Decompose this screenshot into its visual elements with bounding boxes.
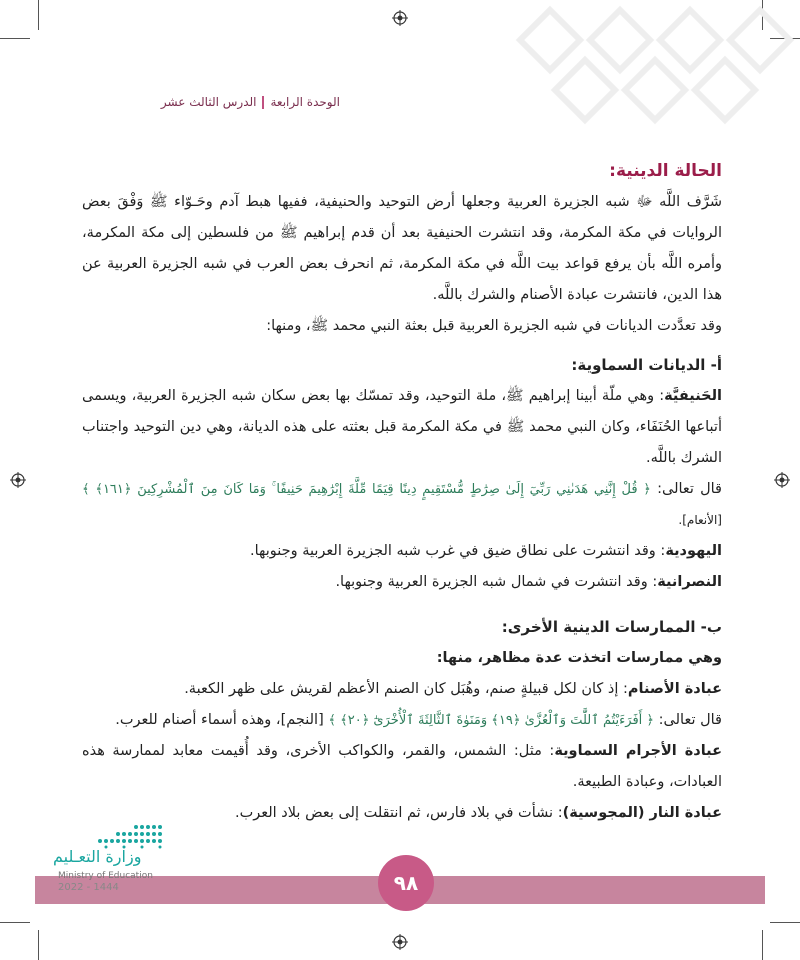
registration-mark-icon <box>10 472 26 488</box>
header-separator <box>262 96 264 109</box>
unit-title: الوحدة الرابعة <box>270 95 340 109</box>
crop-mark <box>762 930 763 960</box>
ministry-name-arabic: وزارة التعـليم <box>53 847 142 866</box>
lead-paragraph: وقد تعدَّدت الديانات في شبه الجزيرة العربية قبل بعثة النبي محمد ﷺ، ومنها: <box>266 318 722 334</box>
subsection-heading: ب- الممارسات الدينية الأخرى: <box>501 618 722 636</box>
quran-verse: ﴿ أَفَرَءَيْتُمُ ٱللَّٰتَ وَٱلْعُزَّىٰ ﴿١٩﴾ وَمَنَوٰةَ ٱلثَّالِثَةَ ٱلْأُخْرَىٰٓ ﴿٢٠﴾ ﴾ <box>328 713 655 728</box>
verse-paragraph <box>82 705 722 736</box>
lesson-title: الدرس الثالث عشر <box>160 95 257 109</box>
judaism-paragraph <box>82 536 722 567</box>
section-heading: الحالة الدينية: <box>609 161 722 181</box>
definition: : إذ كان لكل قبيلةٍ صنم، وهُبَل كان الصنم الأعظم لقريش على ظهر الكعبة. <box>184 681 628 697</box>
ministry-logo <box>48 825 178 893</box>
definition: : مثل: الشمس، والقمر، والكواكب الأخرى، وقد أُقيمت معابد لممارسة هذه العبادات، وعبادة الطبيعة. <box>82 743 722 790</box>
idols-paragraph <box>82 674 722 705</box>
term: عبادة الأجرام السماوية <box>554 743 722 759</box>
registration-mark-icon <box>774 472 790 488</box>
term: النصرانية <box>657 574 722 590</box>
verse-intro: قال تعالى: <box>654 712 722 728</box>
lead-paragraph: وهي ممارسات اتخذت عدة مظاهر، منها: <box>436 650 722 666</box>
crop-mark <box>0 922 30 923</box>
intro-paragraph: شَرَّف اللَّه ﷻ شبه الجزيرة العربية وجعلها أرض التوحيد والحنيفية، ففيها هبط آدم وحَـوّاء ﷺ وَفْقَ بعض الروايات في مكة المكرمة، وقد انتشرت الحنيفية بعد أن قدم إبراهيم ﷺ من فلسطين إلى مكة المكرمة، وأمره اللَّه بأن يرفع قواعد بيت اللَّه في مكة المكرمة، ثم انحرف بعض العرب في شبه الجزيرة العربية عن هذا الدين، فانتشرت عبادة الأصنام والشرك باللَّه. <box>82 194 722 303</box>
registration-mark-icon <box>392 934 408 950</box>
ministry-name-english: Ministry of Education <box>58 871 153 881</box>
crop-mark <box>0 38 30 39</box>
celestial-paragraph <box>82 736 722 798</box>
crop-mark <box>38 0 39 30</box>
page-header <box>0 95 800 115</box>
term: اليهودية <box>665 543 722 559</box>
definition: : وقد انتشرت على نطاق ضيق في غرب شبه الجزيرة العربية وجنوبها. <box>250 543 666 559</box>
fire-paragraph <box>82 798 722 829</box>
term: عبادة النار (المجوسية) <box>562 805 722 821</box>
term: الحَنيفيَّة <box>664 388 722 404</box>
hanifiyya-paragraph <box>82 381 722 474</box>
crop-mark <box>38 930 39 960</box>
verse-reference: [الأنعام]. <box>678 513 722 527</box>
definition: : وقد انتشرت في شمال شبه الجزيرة العربية وجنوبها. <box>335 574 658 590</box>
christianity-paragraph <box>82 567 722 598</box>
subsection-heading: أ- الديانات السماوية: <box>571 356 722 374</box>
verse-intro: قال تعالى: <box>650 481 722 497</box>
quran-verse: ﴿ قُلْ إِنَّنِي هَدَىٰنِي رَبِّيٓ إِلَىٰ صِرَٰطٍ مُّسْتَقِيمٍ دِينًا قِيَمًا مِّلَّةَ إِبْرَٰهِيمَ حَنِيفًا ۚ وَمَا كَانَ مِنَ ٱلْمُشْرِكِينَ ﴿١٦١﴾ ﴾ <box>82 482 651 497</box>
definition: : نشأت في بلاد فارس، ثم انتقلت إلى بعض بلاد العرب. <box>235 805 563 821</box>
edition-year: 2022 - 1444 <box>58 882 119 893</box>
definition: : وهي ملّة أبينا إبراهيم ﷺ، ملة التوحيد، وقد تمسّك بها بعض سكان شبه الجزيرة العربية، ويسمى أتباعها الحُنَفَاء، وكان النبي محمد ﷺ في مكة المكرمة قبل بعثته على هذه الديانة، وهي دين التوحيد واجتناب الشرك باللَّه. <box>82 388 722 466</box>
decorative-diamond-pattern <box>380 0 800 150</box>
verse-reference: [النجم]، وهذه أسماء أصنام للعرب. <box>115 712 329 728</box>
ministry-logo-icon <box>96 825 166 849</box>
term: عبادة الأصنام <box>627 681 722 697</box>
page-number: ٩٨ <box>378 855 434 911</box>
verse-paragraph <box>82 474 722 536</box>
crop-mark <box>770 922 800 923</box>
lesson-content <box>82 155 722 829</box>
